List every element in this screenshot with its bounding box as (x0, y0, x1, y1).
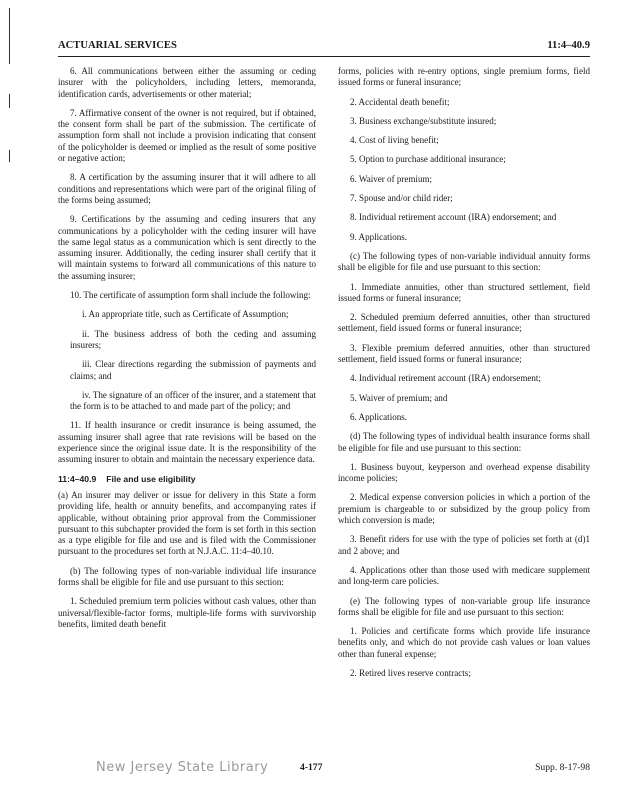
running-header (58, 40, 590, 57)
list-item: 2. Accidental death benefit; (350, 96, 450, 107)
list-item: 7. Spouse and/or child rider; (350, 193, 453, 204)
list-item: 2. Medical expense conversion policies in which a portion of the premium is chargeable to or subsidized by the group policy from which conversion is made; (338, 492, 590, 526)
section-number: 11:4–40.9 (58, 473, 97, 484)
list-item: 3. Flexible premium deferred annuities, other than structured settlement, field issued forms or funeral insurance; (338, 342, 590, 365)
library-stamp: New Jersey State Library (96, 760, 269, 775)
list-item: 4. Individual retirement account (IRA) endorsement; (350, 373, 541, 384)
list-item: 3. Benefit riders for use with the type of policies set forth at (d)1 and 2 above; and (338, 534, 590, 556)
paragraph: (c) The following types of non-variable individual annuity forms shall be eligible for file and use pursuant to this section: (338, 250, 590, 273)
supplement-date: Supp. 8-17-98 (535, 762, 590, 773)
right-column (338, 66, 590, 687)
header-section: 11:4–40.9 (547, 40, 590, 51)
list-item: 1. Policies and certificate forms which provide life insurance benefits only, and which do not provide cash values or loan values other than funeral expense; (338, 626, 590, 659)
list-item: 8. Individual retirement account (IRA) endorsement; and (350, 212, 557, 223)
list-item: 5. Waiver of premium; and (350, 392, 448, 403)
paragraph: (e) The following types of non-variable group life insurance forms shall be eligible for file and use pursuant to this section: (338, 595, 590, 617)
paragraph: 6. All communications between either the assuming or ceding insurer with the policyholders, including letters, memoranda, identification cards, advertisements or other material; (58, 66, 316, 99)
header-title: ACTUARIAL SERVICES (58, 40, 177, 51)
section-heading (58, 474, 316, 485)
paragraph: forms, policies with re-entry options, single premium forms, field issued forms or funeral insurance; (338, 66, 590, 88)
paragraph: (b) The following types of non-variable individual life insurance forms shall be eligible for file and use pursuant to this section: (58, 565, 316, 587)
paragraph: 7. Affirmative consent of the owner is not required, but if obtained, the consent form shall be part of the submission. The certificate of assumption form shall not include a provision indicating that consent of the policyholder is deemed or implied as the result of some positive or negative action; (58, 107, 316, 164)
sub-item: i. An appropriate title, such as Certificate of Assumption; (82, 309, 289, 320)
list-item: 3. Business exchange/substitute insured; (350, 115, 497, 126)
list-item: 6. Waiver of premium; (350, 173, 433, 184)
list-item: 1. Business buyout, keyperson and overhead expense disability income policies; (338, 461, 590, 484)
sub-item: iv. The signature of an officer of the insurer, and a statement that the form is to be attached to and made part of the policy; and (70, 389, 316, 412)
page-number: 4-177 (300, 762, 323, 773)
paragraph: 10. The certificate of assumption form shall include the following: (70, 290, 311, 301)
paragraph: 11. If health insurance or credit insurance is being assumed, the assuming insurer shall agree that rate revisions will be based on the experience since the original issue date. It is the responsibility of the assuming insurer to obtain and maintain the necessary experience data. (58, 420, 316, 465)
paragraph: 1. Scheduled premium term policies without cash values, other than universal/flexible-factor forms, multiple-life forms with survivorship benefits, limited death benefit (58, 596, 316, 629)
list-item: 9. Applications. (350, 231, 408, 242)
list-item: 6. Applications. (350, 411, 408, 422)
list-item: 2. Scheduled premium deferred annuities, other than structured settlement, field issued forms or funeral insurance; (338, 312, 590, 334)
paragraph: 9. Certifications by the assuming and ceding insurers that any communications by a policyholder with the ceding insurer will have the same legal status as a communication which is sent directly to the assuming insurer. Additionally, the ceding insurer shall certify that it will maintain systems to forward all communications of this nature to the assuming insurer; (58, 214, 316, 281)
list-item: 4. Applications other than those used with medicare supplement and long-term care policies. (338, 564, 590, 587)
list-item: 5. Option to purchase additional insurance; (350, 154, 506, 165)
margin-mark-top (9, 8, 10, 64)
paragraph: (a) An insurer may deliver or issue for delivery in this State a form providing life, health or annuity benefits, and accompanying rates if applicable, without obtaining prior approval from the Commissioner pursuant to this subchapter provided the form is set forth in this section as a type eligible for file and use and is filed with the Commissioner pursuant to the procedures set forth at N.J.A.C. 11:4–40.10. (58, 489, 316, 557)
list-item: 1. Immediate annuities, other than structured settlement, field issued forms or funeral insurance; (338, 281, 590, 303)
section-title: File and use eligibility (106, 473, 196, 484)
left-column (58, 66, 316, 638)
paragraph: 8. A certification by the assuming insurer that it will adhere to all conditions and representations which were part of the original filing of the forms being assumed; (58, 172, 316, 205)
list-item: 4. Cost of living benefit; (350, 135, 439, 146)
paragraph: (d) The following types of individual health insurance forms shall be eligible for file and use pursuant to this section: (338, 431, 590, 453)
margin-mark-mid (9, 94, 10, 108)
list-item: 2. Retired lives reserve contracts; (350, 667, 471, 678)
margin-mark-low (9, 150, 10, 162)
sub-item: iii. Clear directions regarding the submission of payments and claims; and (70, 359, 316, 381)
sub-item: ii. The business address of both the ceding and assuming insurers; (70, 328, 316, 350)
